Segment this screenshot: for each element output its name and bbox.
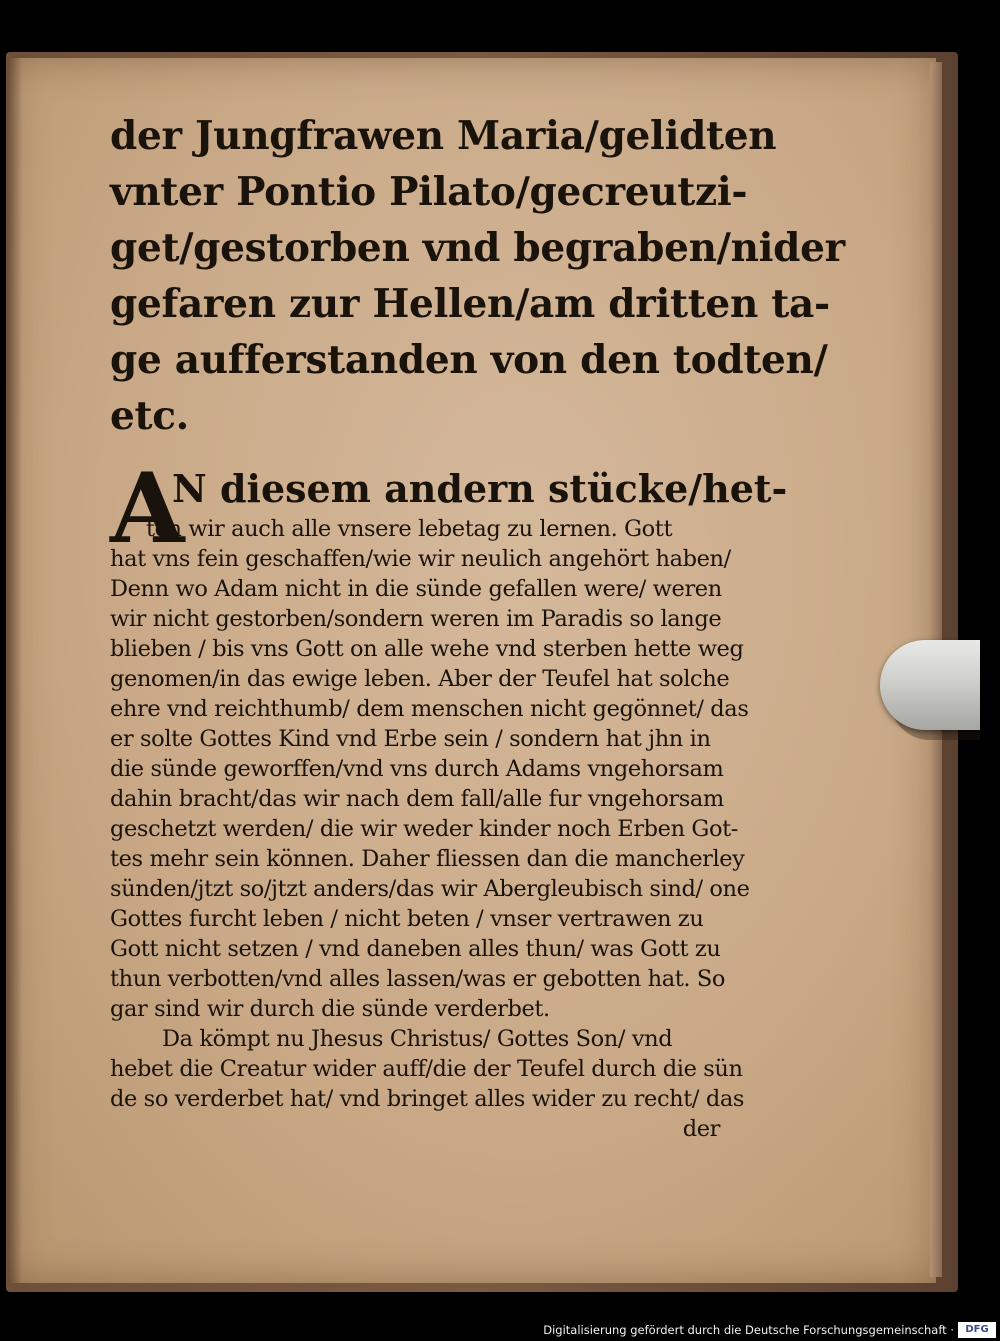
- text-line: Gottes furcht leben / nicht beten / vnser vertrawen zu: [110, 906, 704, 932]
- page-clip: [880, 640, 980, 730]
- text-line: dahin bracht/das wir nach dem fall/alle fur vngehorsam: [110, 786, 724, 812]
- text-line: tes mehr sein können. Daher fliessen dan die mancherley: [110, 846, 745, 872]
- text-line: de so verderbet hat/ vnd bringet alles wider zu recht/ das: [110, 1086, 744, 1112]
- text-line: ehre vnd reichthumb/ dem menschen nicht gegönnet/ das: [110, 696, 749, 722]
- text-line: genomen/in das ewige leben. Aber der Teufel hat solche: [110, 666, 730, 692]
- funding-credit: Digitalisierung gefördert durch die Deutsche Forschungsgemeinschaft ·: [543, 1323, 954, 1337]
- text-line: hebet die Creatur wider auff/die der Teufel durch die sün: [110, 1056, 743, 1082]
- page-gutter: [8, 58, 22, 1283]
- text-line: Gott nicht setzen / vnd daneben alles thun/ was Gott zu: [110, 936, 721, 962]
- catchword: der: [682, 1116, 720, 1142]
- text-line: blieben / bis vns Gott on alle wehe vnd sterben hette weg: [110, 636, 744, 662]
- paragraph-2: [110, 1024, 744, 1144]
- text-line: ten wir auch alle vnsere lebetag zu lernen. Gott: [146, 516, 673, 542]
- text-line: Denn wo Adam nicht in die sünde gefallen were/ weren: [110, 576, 722, 602]
- paragraph-1: [110, 452, 788, 1024]
- heading-line: etc.: [110, 393, 189, 439]
- text-line: hat vns fein geschaffen/wie wir neulich angehört haben/: [110, 546, 731, 572]
- heading-line: der Jungfrawen Maria/gelidten: [110, 113, 777, 159]
- heading-line: vnter Pontio Pilato/gecreutzi-: [110, 169, 748, 215]
- drop-cap: A: [110, 452, 185, 565]
- text-line: geschetzt werden/ die wir weder kinder noch Erben Got-: [110, 816, 738, 842]
- paragraph-first-line: N diesem andern stücke/het-: [172, 466, 788, 511]
- footer-bar: [543, 1320, 1000, 1341]
- page-text: [110, 108, 845, 1144]
- text-line: sünden/jtzt so/jtzt anders/das wir Abergleubisch sind/ one: [110, 876, 750, 902]
- text-line: die sünde geworffen/vnd vns durch Adams vngehorsam: [110, 756, 724, 782]
- text-line: thun verbotten/vnd alles lassen/was er gebotten hat. So: [110, 966, 726, 992]
- text-line: gar sind wir durch die sünde verderbet.: [110, 996, 550, 1022]
- heading-line: gefaren zur Hellen/am dritten ta-: [110, 281, 830, 327]
- heading-line: ge aufferstanden von den todten/: [110, 337, 828, 383]
- text-line: er solte Gottes Kind vnd Erbe sein / sondern hat jhn in: [110, 726, 711, 752]
- paragraph-first-line: Da kömpt nu Jhesus Christus/ Gottes Son/ vnd: [162, 1026, 673, 1052]
- text-line: wir nicht gestorben/sondern weren im Paradis so lange: [110, 606, 722, 632]
- dfg-logo: DFG: [958, 1322, 996, 1338]
- heading-line: get/gestorben vnd begraben/nider: [110, 225, 845, 271]
